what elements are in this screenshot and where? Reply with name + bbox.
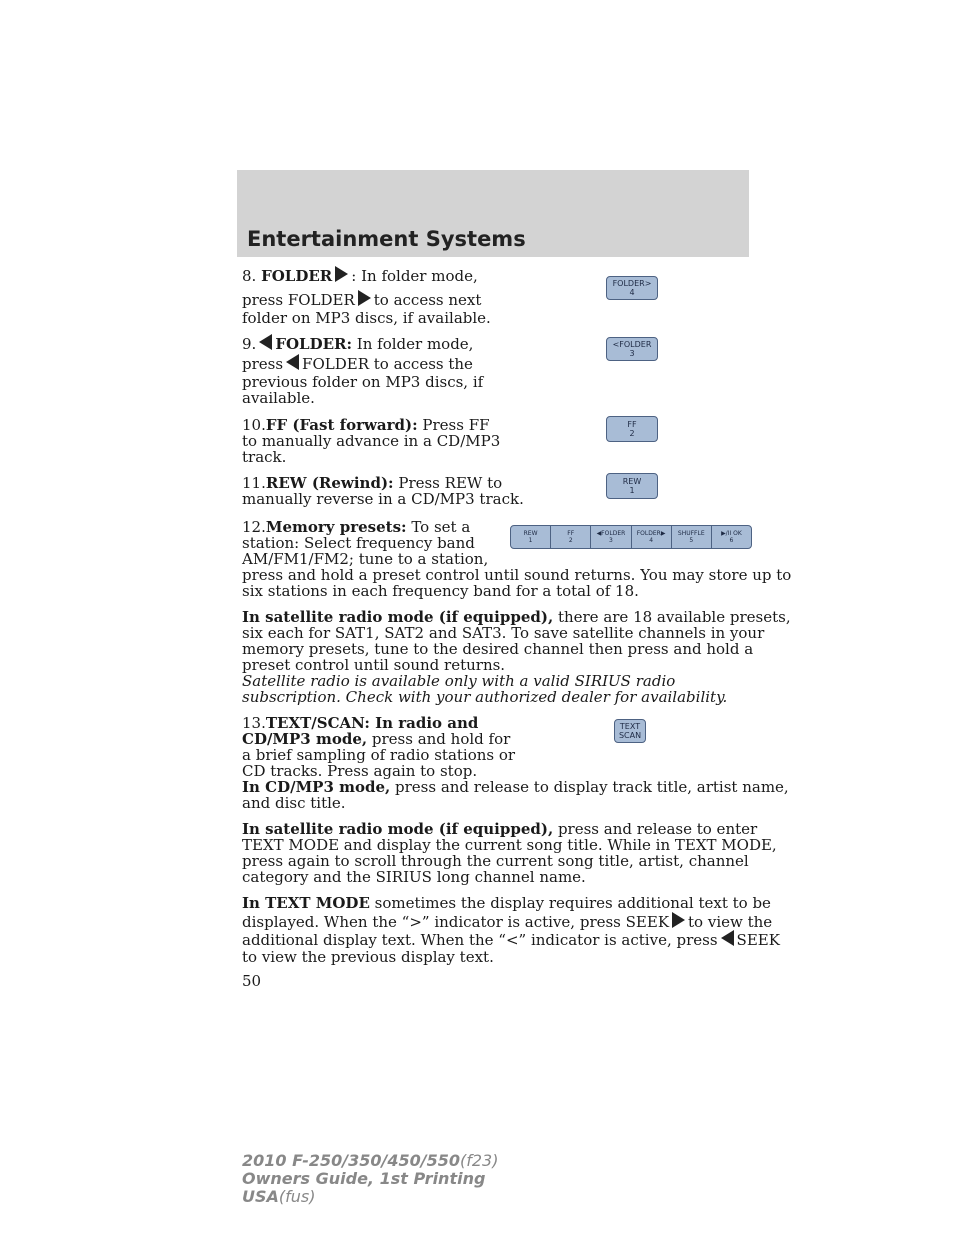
item-11-line2: manually reverse in a CD/MP3 track. — [242, 490, 524, 508]
button-number: 4 — [629, 288, 635, 297]
preset-number: 4 — [649, 537, 654, 544]
item-label: CD/MP3 mode, — [242, 730, 368, 748]
item-text: FOLDER to access the — [302, 355, 473, 373]
preset-number: 1 — [528, 537, 533, 544]
item-10-line3: track. — [242, 448, 287, 466]
sat-line4: preset control until sound returns. — [242, 656, 506, 674]
item-13-line3: a brief sampling of radio stations or — [242, 746, 516, 764]
button-label: <FOLDER — [612, 340, 652, 349]
arrow-right-icon — [335, 266, 348, 282]
item-text: Press FF — [417, 416, 490, 434]
item-8-line3: folder on MP3 discs, if available. — [242, 309, 491, 327]
section-header — [237, 170, 749, 257]
item-9-line3: previous folder on MP3 discs, if — [242, 373, 484, 391]
footer-line2: Owners Guide, 1st Printing — [242, 1169, 486, 1188]
item-label: In satellite radio mode (if equipped), — [242, 820, 554, 838]
button-label-2: SCAN — [618, 731, 642, 740]
item-number: 11. — [242, 474, 266, 492]
preset-5 — [672, 526, 712, 548]
preset-1 — [511, 526, 551, 548]
item-9-line4: available. — [242, 389, 315, 407]
preset-buttons-strip — [510, 525, 752, 549]
footer-line1: 2010 F-250/350/450/550(f23) — [242, 1151, 499, 1170]
arrow-right-icon — [672, 912, 685, 928]
item-12-line2: station: Select frequency band — [242, 534, 475, 552]
item-9-line2 — [242, 354, 473, 374]
arrow-right-icon — [358, 290, 371, 306]
button-number: 2 — [629, 429, 635, 438]
item-text: to view the — [688, 913, 773, 931]
button-label: REW — [622, 477, 642, 486]
item-text: press FOLDER — [242, 291, 355, 309]
item-text: additional display text. When the “<” indicator is active, press — [242, 931, 718, 949]
item-text: SEEK — [736, 931, 780, 949]
item-number: 10. — [242, 416, 266, 434]
page-number: 50 — [242, 972, 262, 990]
preset-number: 5 — [689, 537, 694, 544]
sat2-line3: press again to scroll through the current song title, artist, channel — [242, 852, 749, 870]
rew-button — [606, 473, 658, 499]
folder-next-button — [606, 276, 658, 300]
item-text: displayed. When the “>” indicator is active, press SEEK — [242, 913, 670, 931]
print-footer — [242, 1152, 498, 1206]
button-number: 3 — [629, 349, 635, 358]
item-label: In satellite radio mode (if equipped), — [242, 608, 554, 626]
preset-6 — [712, 526, 751, 548]
item-text: : In folder mode, — [351, 267, 478, 285]
tm-line2 — [242, 912, 772, 932]
sat-note1: Satellite radio is available only with a valid SIRIUS radio — [242, 672, 676, 690]
button-label: TEXT — [619, 722, 641, 731]
item-9 — [242, 334, 473, 354]
footer-line3: USA(fus) — [242, 1187, 316, 1206]
item-text: sometimes the display requires additional text to be — [369, 894, 771, 912]
preset-label: SHUFFLE — [677, 530, 705, 537]
item-10-line2: to manually advance in a CD/MP3 — [242, 432, 501, 450]
text-mode — [242, 894, 771, 913]
item-13-line4: CD tracks. Press again to stop. — [242, 762, 478, 780]
tm-line3 — [242, 930, 780, 950]
item-text: to access next — [373, 291, 482, 309]
cd-line2: and disc title. — [242, 794, 346, 812]
item-text: press — [242, 355, 284, 373]
item-label: FOLDER — [261, 267, 333, 285]
item-8-line2 — [242, 290, 481, 310]
preset-label: ◀FOLDER — [596, 530, 626, 537]
tm-line4: to view the previous display text. — [242, 948, 494, 966]
preset-label: REW — [523, 530, 538, 537]
item-text: Press REW to — [393, 474, 503, 492]
item-text: To set a — [406, 518, 471, 536]
item-text: press and hold for — [367, 730, 511, 748]
arrow-left-icon — [286, 354, 299, 370]
item-label: REW (Rewind): — [265, 474, 394, 492]
preset-number: 3 — [609, 537, 613, 544]
preset-number: 2 — [568, 537, 573, 544]
item-label: FF (Fast forward): — [265, 416, 418, 434]
item-number: 9. — [242, 335, 257, 353]
item-8 — [242, 266, 478, 286]
button-number: 1 — [629, 486, 635, 495]
sat-line2: six each for SAT1, SAT2 and SAT3. To save satellite channels in your — [242, 624, 765, 642]
item-text: In folder mode, — [352, 335, 474, 353]
item-label: In TEXT MODE — [242, 894, 370, 912]
item-number: 12. — [242, 518, 266, 536]
item-label: FOLDER: — [275, 335, 353, 353]
item-number: 13. — [242, 714, 266, 732]
arrow-left-icon — [259, 334, 272, 350]
preset-label: FOLDER▶ — [636, 530, 666, 537]
section-title: Entertainment Systems — [247, 227, 526, 251]
ff-button — [606, 416, 658, 442]
folder-prev-button — [606, 337, 658, 361]
item-12-line3: AM/FM1/FM2; tune to a station, — [242, 550, 489, 568]
sat-line3: memory presets, tune to the desired channel then press and hold a — [242, 640, 754, 658]
preset-4 — [632, 526, 672, 548]
item-12-line5: six stations in each frequency band for a total of 18. — [242, 582, 639, 600]
button-label: FOLDER> — [612, 279, 652, 288]
preset-label: ▶/II OK — [721, 530, 742, 537]
sat-note2: subscription. Check with your authorized dealer for availability. — [242, 688, 728, 706]
item-text: press and release to enter — [553, 820, 758, 838]
arrow-left-icon — [721, 930, 734, 946]
item-label: Memory presets: — [265, 518, 407, 536]
item-text: there are 18 available presets, — [553, 608, 791, 626]
item-12-line4: press and hold a preset control until sound returns. You may store up to — [242, 566, 792, 584]
preset-3 — [591, 526, 631, 548]
item-label: In CD/MP3 mode, — [242, 778, 391, 796]
item-label: TEXT/SCAN: In radio and — [265, 714, 479, 732]
preset-label: FF — [567, 530, 575, 537]
button-label: FF — [627, 420, 637, 429]
preset-2 — [551, 526, 591, 548]
preset-number: 6 — [729, 537, 734, 544]
sat2-line2: TEXT MODE and display the current song title. While in TEXT MODE, — [242, 836, 777, 854]
item-text: press and release to display track title, artist name, — [390, 778, 789, 796]
sat2-line4: category and the SIRIUS long channel name. — [242, 868, 586, 886]
item-number: 8. — [242, 267, 257, 285]
text-scan-button — [614, 719, 646, 743]
